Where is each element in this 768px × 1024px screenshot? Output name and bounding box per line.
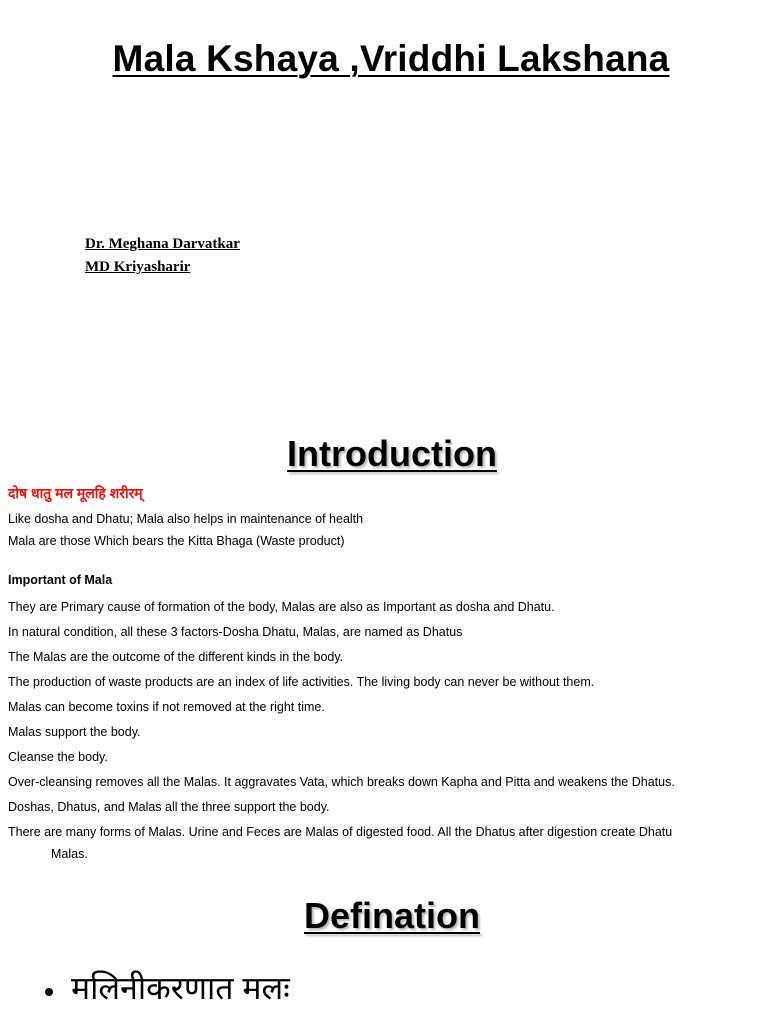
importance-points [8,596,748,865]
importance-point-continuation: Malas. [51,847,88,861]
author-name: Dr. Meghana Darvatkar [85,236,240,252]
importance-point: Malas can become toxins if not removed at the right time. [8,700,325,714]
intro-line: Like dosha and Dhatu; Mala also helps in maintenance of health [8,512,364,526]
importance-point: In natural condition, all these 3 factors-Dosha Dhatu, Malas, are named as Dhatus [8,625,463,639]
importance-point-multiline [8,821,748,865]
importance-point: Doshas, Dhatus, and Malas all the three support the body. [8,800,330,814]
importance-point: The production of waste products are an index of life activities. The living body can never be without them. [8,675,595,689]
author-degree: MD Kriyasharir [85,258,191,275]
introduction-title: Introduction [287,433,497,474]
sanskrit-shloka: दोष धातु मल मूलहि शरीरम् [8,485,143,501]
defination-bullet-text: मलिनीकरणात मलः [71,970,290,1006]
intro-line: Mala are those Which bears the Kitta Bhaga (Waste product) [8,533,345,548]
importance-point: They are Primary cause of formation of the body, Malas are also as Important as dosha and Dhatu. [8,600,555,614]
slide1-title: Mala Kshaya ,Vriddhi Lakshana [112,38,670,79]
intro-lines [8,509,363,552]
importance-point: There are many forms of Malas. Urine and Feces are Malas of digested food. All the Dhatus after digestion create Dhatu [8,825,673,839]
author-block [85,233,240,278]
importance-point: Malas support the body. [8,725,141,739]
important-heading: Important of Mala [8,573,113,587]
importance-point: Over-cleansing removes all the Malas. It aggravates Vata, which breaks down Kapha and Pitta and weakens the Dhatus. [8,775,675,789]
defination-title: Defination [304,895,480,936]
importance-point: Cleanse the body. [8,750,108,764]
bullet-dot-icon [45,988,53,996]
defination-bullet [45,968,290,1008]
importance-point: The Malas are the outcome of the different kinds in the body. [8,650,344,664]
